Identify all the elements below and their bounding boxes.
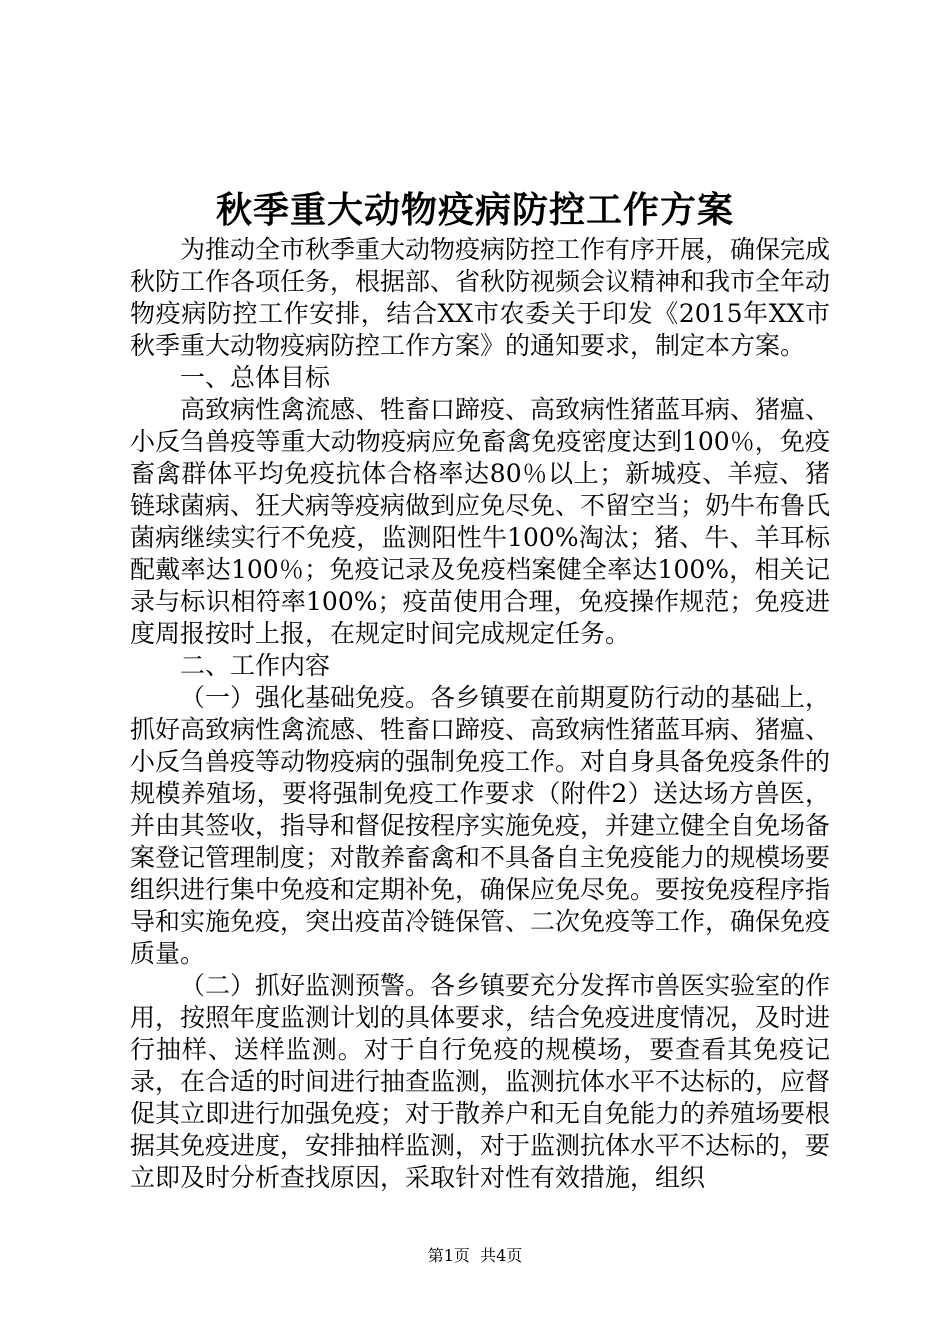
page-footer <box>0 1244 950 1268</box>
work-item-immunization: （一）强化基础免疫。各乡镇要在前期夏防行动的基础上，抓好高致病性禽流感、牲畜口蹄疫、高致病性猪蓝耳病、猪瘟、小反刍兽疫等动物疫病的强制免疫工作。对自身具备免疫条件的规模养殖场，要将强制免疫工作要求（附件2）送达场方兽医，并由其签收，指导和督促按程序实施免疫，并建立健全自免场备案登记管理制度；对散养畜禽和不具备自主免疫能力的规模场要组织进行集中免疫和定期补免，确保应免尽免。要按免疫程序指导和实施免疫，突出疫苗冷链保管、二次免疫等工作，确保免疫质量。 <box>130 683 831 968</box>
document-title: 秋季重大动物疫病防控工作方案 <box>215 189 734 231</box>
section-heading-goals: 一、总体目标 <box>180 363 331 392</box>
goals-paragraph: 高致病性禽流感、牲畜口蹄疫、高致病性猪蓝耳病、猪瘟、小反刍兽疫等重大动物疫病应免畜禽免疫密度达到100％，免疫畜禽群体平均免疫抗体合格率达80％以上；新城疫、羊痘、猪链球菌病、狂犬病等疫病做到应免尽免、不留空当；奶牛布鲁氏菌病继续实行不免疫，监测阳性牛100%淘汰；猪、牛、羊耳标配戴率达100％；免疫记录及免疫档案健全率达100%，相关记录与标识相符率100%；疫苗使用合理，免疫操作规范；免疫进度周报按时上报，在规定时间完成规定任务。 <box>130 395 831 648</box>
work-item-monitoring: （二）抓好监测预警。各乡镇要充分发挥市兽医实验室的作用，按照年度监测计划的具体要求，结合免疫进度情况，及时进行抽样、送样监测。对于自行免疫的规模场，要查看其免疫记录，在合适的时间进行抽查监测，监测抗体水平不达标的，应督促其立即进行加强免疫；对于散养户和无自免能力的养殖场要根据其免疫进度，安排抽样监测，对于监测抗体水平不达标的，要立即及时分析查找原因，采取针对性有效措施，组织 <box>130 971 831 1192</box>
page-number: 第1页 共4页 <box>427 1246 523 1265</box>
section-heading-work: 二、工作内容 <box>180 651 331 680</box>
document-body <box>130 234 830 1194</box>
intro-paragraph: 为推动全市秋季重大动物疫病防控工作有序开展，确保完成秋防工作各项任务，根据部、省秋防视频会议精神和我市全年动物疫病防控工作安排，结合XX市农委关于印发《2015年XX市秋季重大动物疫病防控工作方案》的通知要求，制定本方案。 <box>130 235 831 360</box>
